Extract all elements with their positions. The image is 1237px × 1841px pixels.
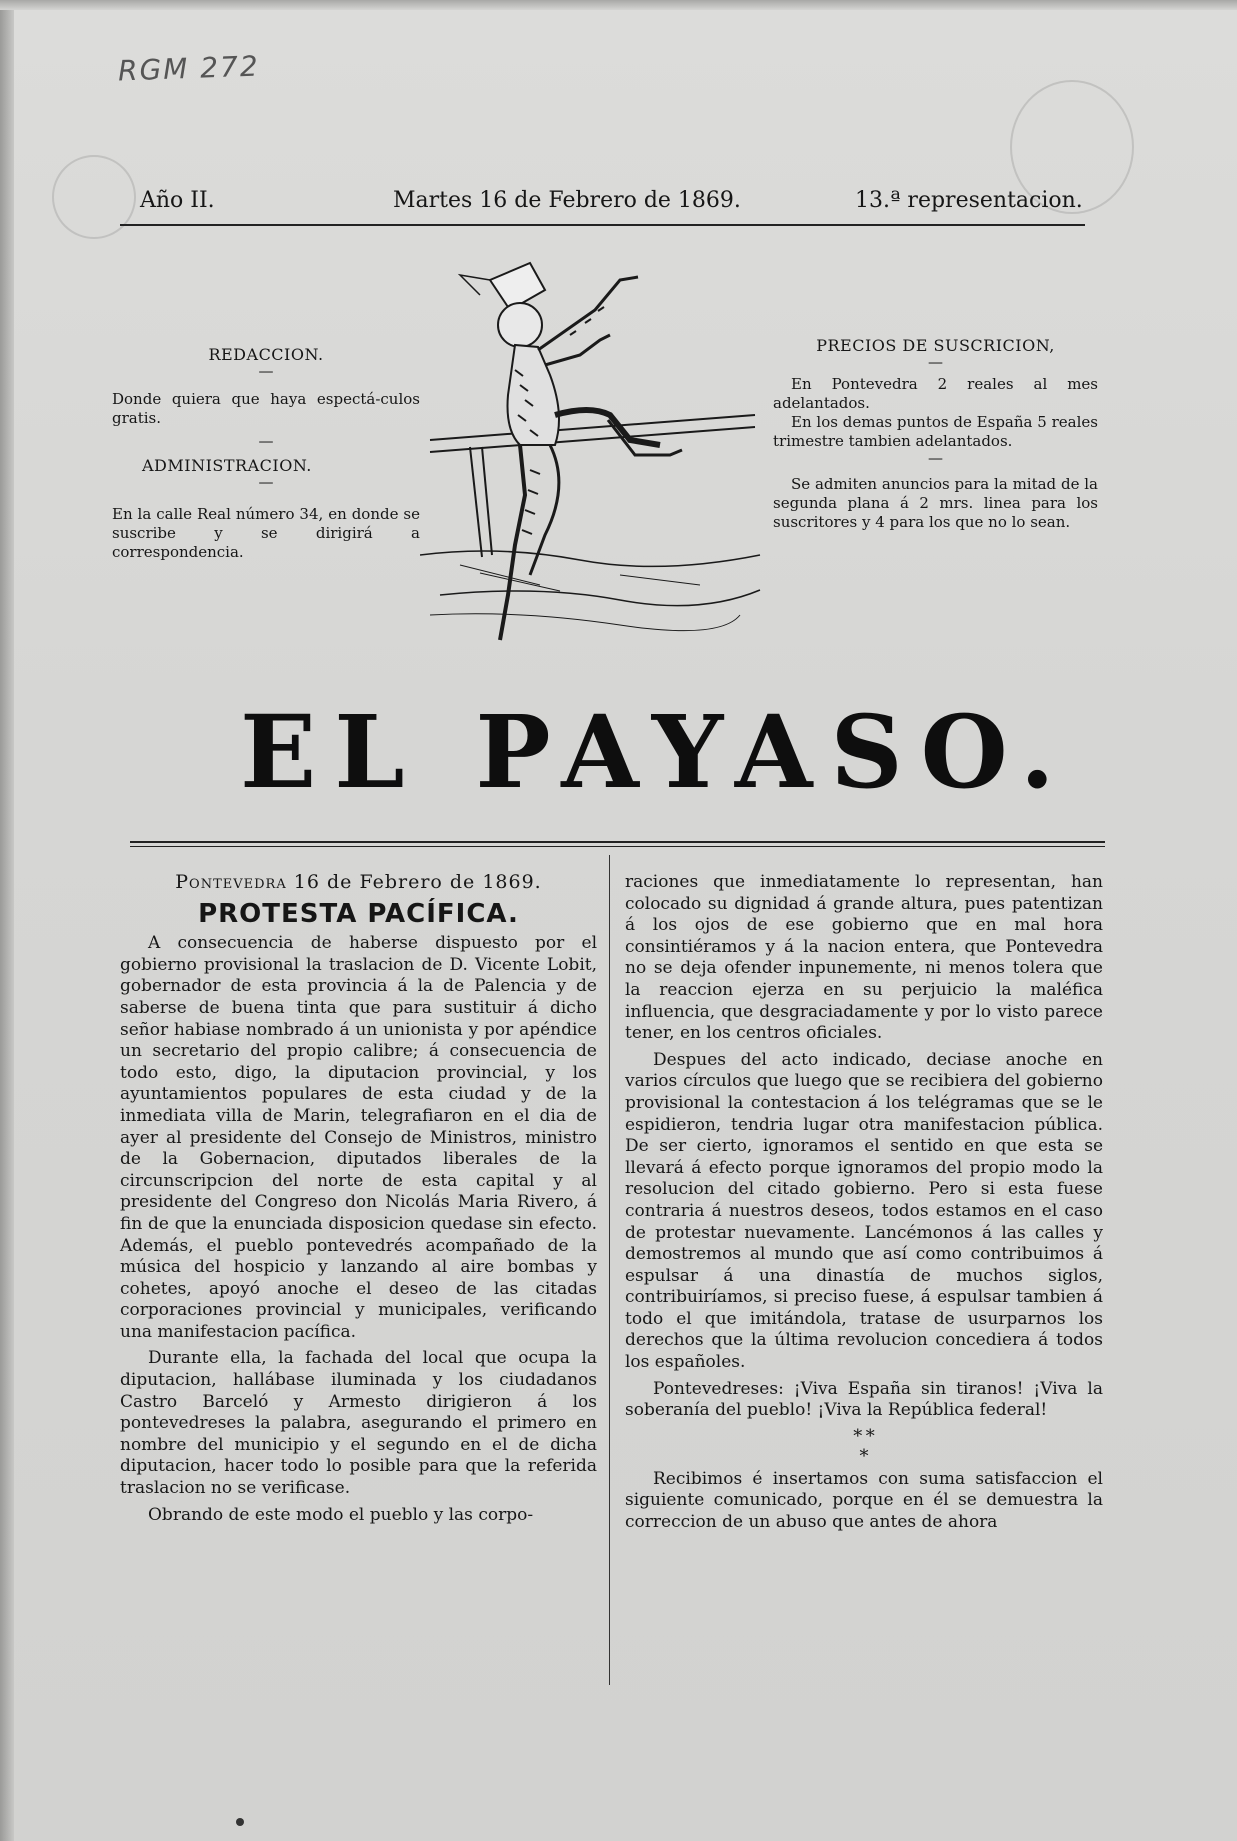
dateline bbox=[120, 872, 597, 894]
divider: — bbox=[928, 353, 943, 371]
masthead-date: Martes 16 de Febrero de 1869. bbox=[393, 188, 741, 213]
divider: — bbox=[258, 473, 274, 491]
paper-edge-left bbox=[0, 0, 14, 1841]
clown-icon bbox=[420, 255, 780, 685]
section-separator: * * * bbox=[853, 1425, 875, 1467]
dateline-date: 16 de Febrero de 1869. bbox=[293, 871, 542, 893]
masthead-issue: 13.ª representacion. bbox=[855, 188, 1083, 213]
article-paragraph: Durante ella, la fachada del local que ocupa la diputacion, hallábase iluminada y los ciudadanos Castro Barceló y Armesto dirigieron á los pontevedreses la palabra, asegurando el primero en nombre del municipio y el segundo en el de dicha diputacion, hacer todo lo posible para que la referida traslacion no se verificase. bbox=[120, 1348, 597, 1499]
divider: — bbox=[928, 449, 943, 467]
anuncios-text: Se admiten anuncios para la mitad de la segunda plana á 2 mrs. linea para los suscritores y 4 para los que no lo sean. bbox=[773, 475, 1098, 531]
article-paragraph: Despues del acto indicado, deciase anoche en varios círculos que luego que se recibiera del gobierno provisional la contestacion á los telégramas que se le espidieron, tendria lugar otra manifestacion pública. De ser cierto, ignoramos el sentido en que esta se llevará á efecto porque ignoramos del propio modo la resolucion del citado gobierno. Pero si esta fuese contraria á nuestros deseos, todos estamos en el caso de protestar nuevamente. Lancémonos á las calles y demostremos al mundo que así como contribuimos á espulsar á una dinastía de muchos siglos, contribuiríamos, si preciso fuese, á espulsar tambien á todo el que imitándola, tratase de usurparnos los derechos que la última revolucion concediera á todos los españoles. bbox=[625, 1049, 1103, 1373]
masthead-info bbox=[135, 188, 1085, 224]
article-paragraph: Pontevedreses: ¡Viva España sin tiranos! ¡Viva la soberanía del pueblo! ¡Viva la República federal! bbox=[625, 1378, 1103, 1421]
divider: — bbox=[258, 432, 274, 450]
article-paragraph: Recibimos é insertamos con suma satisfaccion el siguiente comunicado, porque en él se demuestra la correccion de un abuso que antes de ahora bbox=[625, 1468, 1103, 1533]
article-paragraph: Obrando de este modo el pueblo y las corpo- bbox=[148, 1504, 534, 1525]
masthead-year: Año II. bbox=[140, 188, 215, 213]
column-divider bbox=[609, 855, 610, 1685]
subscription-info bbox=[773, 336, 1098, 532]
right-column bbox=[625, 872, 1103, 1539]
article-headline: PROTESTA PACÍFICA. bbox=[198, 898, 519, 929]
title-rule bbox=[130, 841, 1105, 843]
dateline-place: Pontevedra bbox=[175, 871, 287, 893]
article-paragraph: raciones que inmediatamente lo representan, han colocado su dignidad á grande altura, pues patentizan á los ojos de ese gobierno que en mal hora consintiéramos y á la nacion entera, que Pontevedra no se deja ofender inpunemente, ni menos tolera que la reaccion ejerza en su perjuicio la maléfica influencia, que desgraciadamente y por lo visto parece tener, en los centros oficiales. bbox=[625, 872, 1103, 1044]
archive-mark: RGM 272 bbox=[117, 49, 261, 88]
masthead-rule bbox=[120, 224, 1085, 226]
left-column bbox=[120, 872, 597, 1531]
article-paragraph: A consecuencia de haberse dispuesto por el gobierno provisional la traslacion de D. Vicente Lobit, gobernador de esta provincia á la de Palencia y de saberse de buena tinta que para sustituir á dicho señor habiase nombrado á un unionista y por apéndice un secretario del propio calibre; á consecuencia de todo esto, digo, la diputacion provincial, y los ayuntamientos populares de esta ciudad y de la inmediata villa de Marin, telegrafiaron en el dia de ayer al presidente del Consejo de Ministros, ministro de la Gobernacion, diputados liberales de la circunscripcion del norte de esta capital y al presidente del Congreso don Nicolás Maria Rivero, á fin de que la enunciada disposicion quedase sin efecto. Además, el pueblo pontevedrés acompañado de la música del hospicio y lanzando al aire bombas y cohetes, apoyó anoche el deseo de las citadas corporaciones provincial y municipales, verificando una manifestacion pacífica. bbox=[120, 933, 597, 1342]
paper-edge-top bbox=[0, 0, 1237, 10]
precios-line1: En Pontevedra 2 reales al mes adelantados. bbox=[773, 375, 1098, 412]
divider: — bbox=[258, 362, 274, 380]
redaccion-heading: REDACCION. bbox=[208, 345, 324, 364]
paper-blemish bbox=[236, 1818, 244, 1826]
administracion-text: En la calle Real número 34, en donde se suscribe y se dirigirá a correspondencia. bbox=[112, 505, 420, 561]
redaccion-text: Donde quiera que haya espectá-culos gratis. bbox=[112, 390, 420, 427]
administracion-heading: ADMINISTRACION. bbox=[142, 456, 312, 475]
title-rule bbox=[130, 846, 1105, 847]
precios-line2: En los demas puntos de España 5 reales trimestre tambien adelantados. bbox=[773, 413, 1098, 450]
office-info bbox=[112, 345, 420, 562]
precios-heading: PRECIOS DE SUSCRICION, bbox=[816, 336, 1055, 355]
newspaper-title: EL PAYASO. bbox=[240, 693, 1073, 811]
faded-stamp-icon bbox=[52, 155, 136, 239]
